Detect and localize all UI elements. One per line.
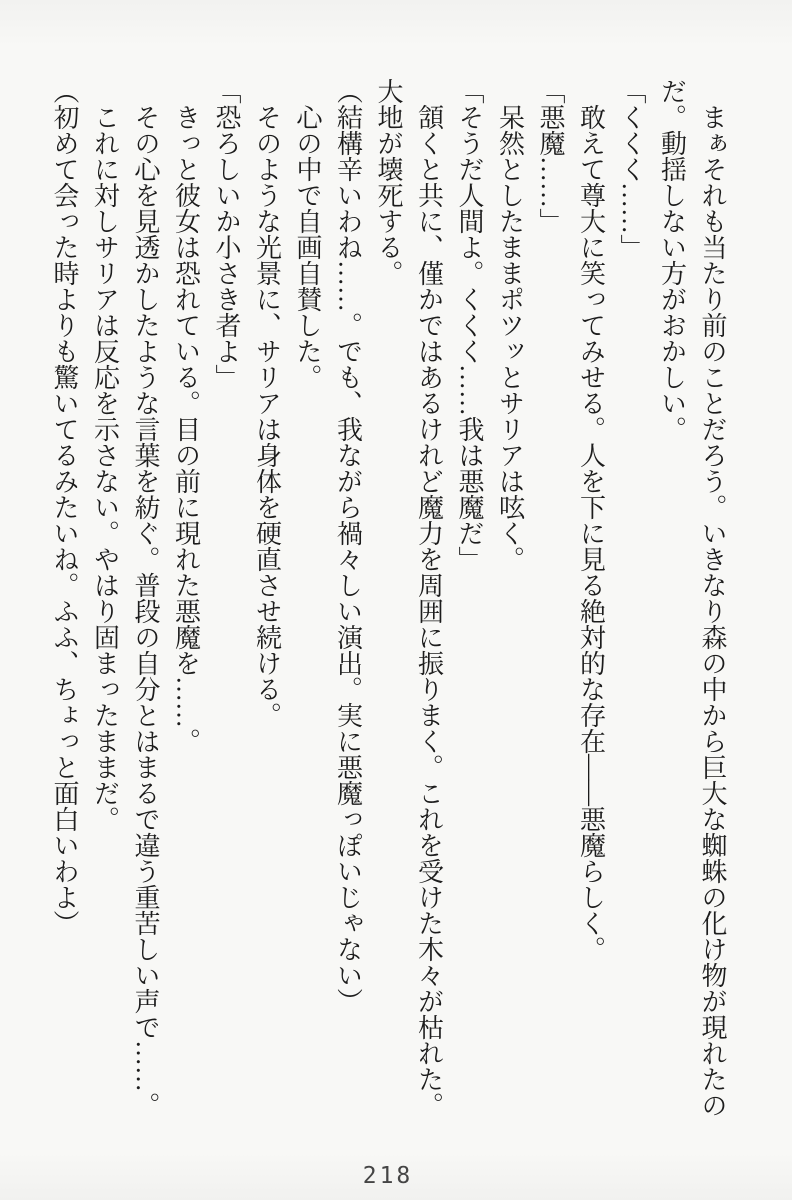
paragraph: きっと彼女は恐れている。目の前に現れた悪魔を……。 — [171, 78, 201, 754]
paragraph: （初めて会った時よりも驚いてるみたいね。ふふ、ちょっと面白いわよ） — [50, 78, 79, 936]
paragraph: これに対しサリアは反応を示さない。やはり固まったままだ。 — [90, 78, 120, 832]
paragraph: 呆然としたままポツッとサリアは呟く。 — [495, 78, 525, 572]
paragraph: 頷くと共に、僅かではあるけれど魔力を周囲に振りまく。これを受けた木々が枯れた。大地が壊死する。 — [374, 78, 444, 1118]
paragraph: （結構辛いわね……。でも、我ながら禍々しい演出。実に悪魔っぽいじゃない） — [333, 78, 363, 1014]
paragraph: 「くくく……」 — [617, 78, 646, 260]
paragraph: その心を見透かしたような言葉を紡ぐ。普段の自分とはまるで違う重苦しい声で……。 — [131, 78, 160, 1118]
paragraph: そのような光景に、サリアは身体を硬直させ続ける。 — [252, 78, 282, 728]
paragraph: 「そうだ人間よ。くくく……我は悪魔だ」 — [455, 78, 484, 572]
paragraph: まぁそれも当たり前のことだろう。いきなり森の中から巨大な蜘蛛の化け物が現れたのだ。動揺しない方がおかしい。 — [657, 78, 727, 1118]
paragraph: 「悪魔……」 — [536, 78, 565, 234]
paragraph: 心の中で自画自賛した。 — [293, 78, 322, 390]
page-number: 218 — [362, 1163, 414, 1189]
page-text — [42, 78, 732, 1119]
paragraph: 敢えて尊大に笑ってみせる。人を下に見る絶対的な存在――悪魔らしく。 — [576, 78, 606, 962]
paragraph: 「恐ろしいか小さき者よ」 — [212, 78, 241, 390]
